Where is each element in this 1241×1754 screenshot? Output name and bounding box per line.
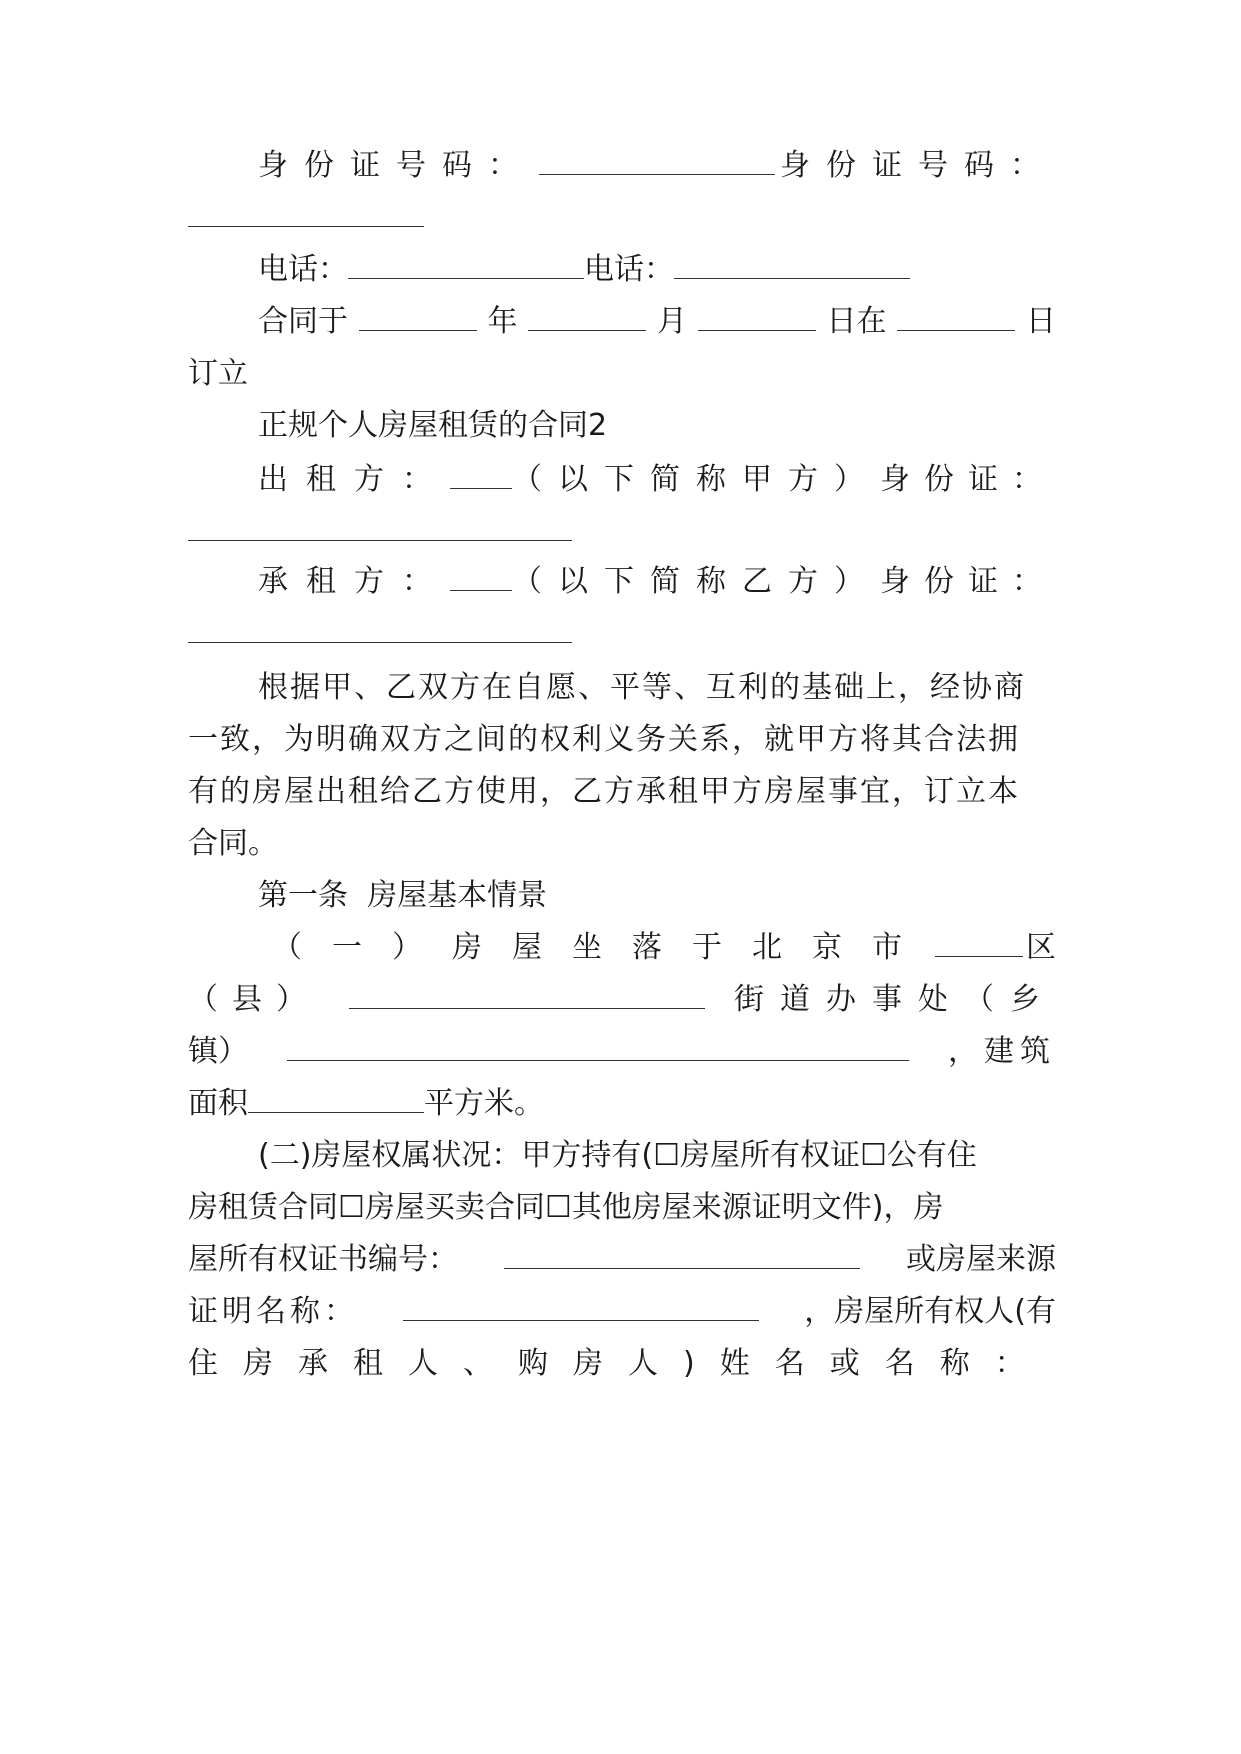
id-number-line (258, 144, 1056, 188)
document-heading (258, 404, 1056, 448)
lessee-id-label: 身份证： (880, 564, 1056, 599)
preamble-text-3: 有的房屋出租给乙方使用，乙方承租甲方房屋事宜，订立本 (188, 774, 1020, 809)
lessor-id-label: 身份证： (880, 462, 1056, 497)
lessee-id-line (188, 612, 1056, 656)
id-number-label-a: 身份证号码： (258, 148, 534, 183)
preamble-line-2 (188, 718, 1056, 762)
area-unit: 平方米。 (424, 1086, 544, 1121)
preamble-text-1: 根据甲、乙双方在自愿、平等、互利的基础上，经协商 (258, 670, 1026, 705)
contract-date-prefix: 合同于 (258, 304, 348, 339)
preamble-line-3 (188, 770, 1056, 814)
day-at-label: 日在 (826, 304, 887, 339)
lessor-name-blank (450, 458, 512, 489)
proof-name-label: 证明名称： (188, 1294, 358, 1329)
lessor-id-line (188, 510, 1056, 554)
item-2-line-2 (188, 1186, 1056, 1230)
item-1-line-4 (188, 1082, 1056, 1126)
certificate-number-label: 屋所有权证书编号： (188, 1242, 458, 1277)
owner-name-label: 住房承租人、购房人)姓名或名称： (188, 1346, 1050, 1381)
source-label: 或房屋来源 (906, 1242, 1056, 1277)
day-label: 日 (1026, 304, 1056, 339)
town-blank (287, 1030, 909, 1061)
preamble-line-4 (188, 822, 1056, 866)
lessor-label: 出租方： (258, 462, 450, 497)
article-1-title-text: 第一条 房屋基本情景 (258, 878, 548, 913)
phone-blank-a (348, 248, 584, 279)
district-label: 区 (1026, 930, 1056, 965)
lessee-label: 承租方： (258, 564, 450, 599)
lessee-abbrev: （以下简称乙方） (512, 564, 880, 599)
phone-label-b: 电话： (584, 252, 674, 287)
lessor-id-blank (188, 510, 572, 541)
lessee-name-blank (450, 560, 512, 591)
preamble-text-4: 合同。 (188, 826, 278, 861)
item-1-line-2 (188, 978, 1056, 1022)
county-label: （县） (188, 982, 320, 1017)
item-1-line-3 (188, 1030, 1056, 1074)
id-number-blank-b (188, 196, 424, 227)
item-2-line-5 (188, 1342, 1056, 1386)
building-label: ，建筑 (948, 1034, 1056, 1069)
article-1-title (258, 874, 1056, 918)
phone-blank-b (674, 248, 910, 279)
id-number-continuation (188, 196, 1056, 240)
location-label: （一）房屋坐落于北京市 (272, 930, 932, 965)
area-blank (248, 1082, 424, 1113)
item-2-line-4 (188, 1290, 1056, 1334)
phone-line (258, 248, 1056, 292)
phone-label-a: 电话： (258, 252, 348, 287)
day-blank (698, 300, 816, 331)
ownership-text-2: 房租赁合同☐房屋买卖合同☐其他房屋来源证明文件)，房 (188, 1190, 944, 1225)
lessor-line (258, 458, 1056, 502)
signed-text: 订立 (188, 356, 248, 391)
item-1-line-1 (258, 926, 1056, 970)
document-heading-text: 正规个人房屋租赁的合同2 (258, 408, 608, 443)
street-blank (349, 978, 705, 1009)
certificate-number-blank (504, 1238, 860, 1269)
lessor-abbrev: （以下简称甲方） (512, 462, 880, 497)
id-number-label-b: 身份证号码： (780, 148, 1056, 183)
year-label: 年 (487, 304, 518, 339)
lessee-line (258, 560, 1056, 604)
item-2-line-3 (188, 1238, 1056, 1282)
owner-label: ，房屋所有权人(有 (804, 1294, 1056, 1329)
area-label: 面积 (188, 1086, 248, 1121)
id-number-blank-a (539, 144, 775, 175)
ownership-text-1: (二)房屋权属状况：甲方持有(☐房屋所有权证☐公有住 (258, 1138, 977, 1173)
month-blank (528, 300, 646, 331)
contract-date-line (258, 300, 1056, 344)
signed-line (188, 352, 1056, 396)
district-blank (935, 926, 1023, 957)
lessee-id-blank (188, 612, 572, 643)
preamble-text-2: 一致，为明确双方之间的权利义务关系，就甲方将其合法拥 (188, 722, 1020, 757)
place-blank (897, 300, 1015, 331)
preamble-line-1 (258, 666, 1056, 710)
proof-name-blank (403, 1290, 759, 1321)
year-blank (359, 300, 477, 331)
item-2-line-1 (258, 1134, 1056, 1178)
street-office-label: 街道办事处（乡 (734, 982, 1056, 1017)
month-label: 月 (657, 304, 687, 339)
town-label: 镇） (188, 1034, 248, 1069)
